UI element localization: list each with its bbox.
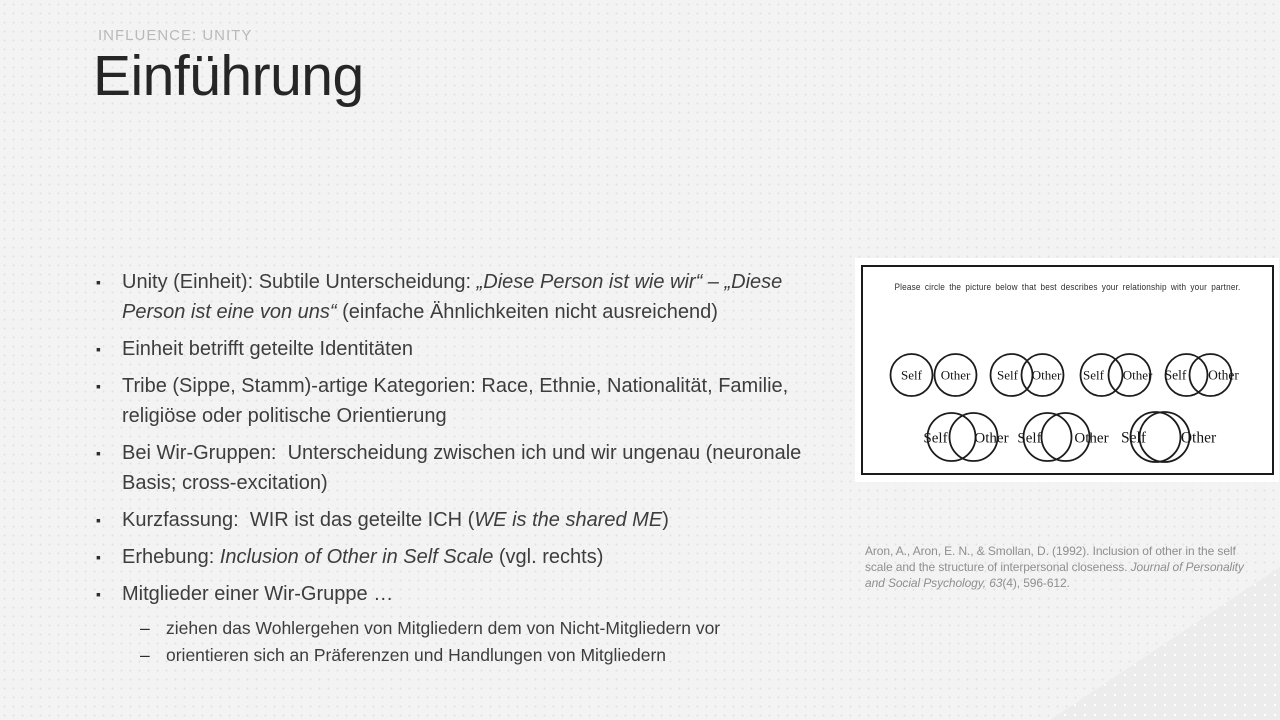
bullet-item <box>96 438 820 498</box>
text-run: Tribe (Sippe, Stamm)-artige Kategorien: Race, Ethnie, Nationalität, Familie, religiöse oder politische Orientierung <box>122 375 794 427</box>
bullet-text <box>122 505 669 535</box>
bullet-marker-icon: – <box>140 645 150 665</box>
bullet-item <box>96 542 820 572</box>
italic-run: Inclusion of Other in Self Scale <box>219 546 494 568</box>
bullet-text <box>122 334 413 364</box>
text-run: – <box>702 271 725 293</box>
other-label: Other <box>1180 429 1217 447</box>
ios-scale-svg <box>863 267 1272 473</box>
bullet-text <box>166 616 720 641</box>
bullet-text <box>122 371 820 431</box>
venn-pair <box>891 354 977 396</box>
text-run: Einheit betrifft geteilte Identitäten <box>122 338 413 360</box>
venn-pair <box>1081 354 1153 396</box>
other-label: Other <box>974 430 1009 447</box>
text-run: Mitglieder einer Wir-Gruppe … <box>122 583 394 605</box>
sub-bullet-item <box>140 616 820 641</box>
italic-run: Journal of Personality and Social Psychology, 63 <box>865 559 1244 590</box>
bullet-marker-icon: ▪ <box>96 549 101 565</box>
italic-run: WE is the shared ME <box>474 509 663 531</box>
self-label: Self <box>997 367 1018 383</box>
text-run: (einfache Ähnlichkeiten nicht ausreichend) <box>336 301 718 323</box>
text-run: ) <box>662 509 669 531</box>
bullet-text <box>122 579 393 609</box>
self-label: Self <box>1083 367 1104 383</box>
bullet-marker-icon: – <box>140 618 150 638</box>
bullet-marker-icon: ▪ <box>96 341 101 357</box>
bullet-item <box>96 579 820 609</box>
self-label: Self <box>1017 430 1042 447</box>
text-run: Kurzfassung: WIR ist das geteilte ICH ( <box>122 509 475 531</box>
italic-run: „Diese Person ist eine von uns“ <box>122 271 788 323</box>
bullet-marker-icon: ▪ <box>96 378 101 394</box>
bullet-item <box>96 371 820 431</box>
other-label: Other <box>1208 367 1239 383</box>
self-label: Self <box>1121 429 1146 447</box>
other-label: Other <box>940 367 971 383</box>
other-label: Other <box>1122 367 1153 383</box>
text-run: orientieren sich an Präferenzen und Handlungen von Mitgliedern <box>166 645 667 665</box>
text-run: Bei Wir-Gruppen: Unterscheidung zwischen ich und wir ungenau (neuronale Basis; cross-excitation) <box>122 442 807 494</box>
bullet-text <box>122 542 603 572</box>
text-run: Aron, A., Aron, E. N., & Smollan, D. (1992). Inclusion of other in the self scale and the structure of interpersonal closeness. <box>865 544 1236 574</box>
venn-pair <box>1017 413 1108 461</box>
bullet-item <box>96 267 820 327</box>
text-run: (4), 596-612. <box>1002 575 1070 590</box>
text-run: Unity (Einheit): Subtile Unterscheidung: <box>122 271 477 293</box>
other-label: Other <box>1031 367 1062 383</box>
page-title: Einführung <box>93 44 364 108</box>
venn-pair <box>991 354 1064 396</box>
text-run: Erhebung: <box>122 546 220 568</box>
bullet-text <box>122 267 820 327</box>
bullet-text <box>122 438 820 498</box>
bullet-list <box>96 267 820 670</box>
ios-scale-frame <box>861 265 1274 475</box>
citation-text <box>865 544 1265 591</box>
venn-pair <box>1165 354 1240 396</box>
bullet-text <box>166 643 666 668</box>
bullet-item <box>96 334 820 364</box>
venn-pair <box>923 413 1008 461</box>
venn-pair <box>1121 412 1217 462</box>
sub-bullet-item <box>140 643 820 668</box>
self-label: Self <box>923 430 948 447</box>
other-label: Other <box>1074 430 1109 447</box>
figure-caption: Please circle the picture below that best describes your relationship with your partner. <box>894 282 1241 293</box>
bullet-marker-icon: ▪ <box>96 512 101 528</box>
bullet-marker-icon: ▪ <box>96 445 101 461</box>
bullet-marker-icon: ▪ <box>96 586 101 602</box>
ios-scale-figure <box>855 258 1279 482</box>
text-run: (vgl. rechts) <box>493 546 604 568</box>
self-label: Self <box>1164 367 1187 383</box>
italic-run: „Diese Person ist wie wir“ <box>476 271 703 293</box>
bullet-marker-icon: ▪ <box>96 274 101 290</box>
slide-eyebrow: INFLUENCE: UNITY <box>98 27 253 44</box>
bullet-item <box>96 505 820 535</box>
text-run: ziehen das Wohlergehen von Mitgliedern dem von Nicht-Mitgliedern vor <box>166 618 721 638</box>
self-label: Self <box>901 367 922 383</box>
